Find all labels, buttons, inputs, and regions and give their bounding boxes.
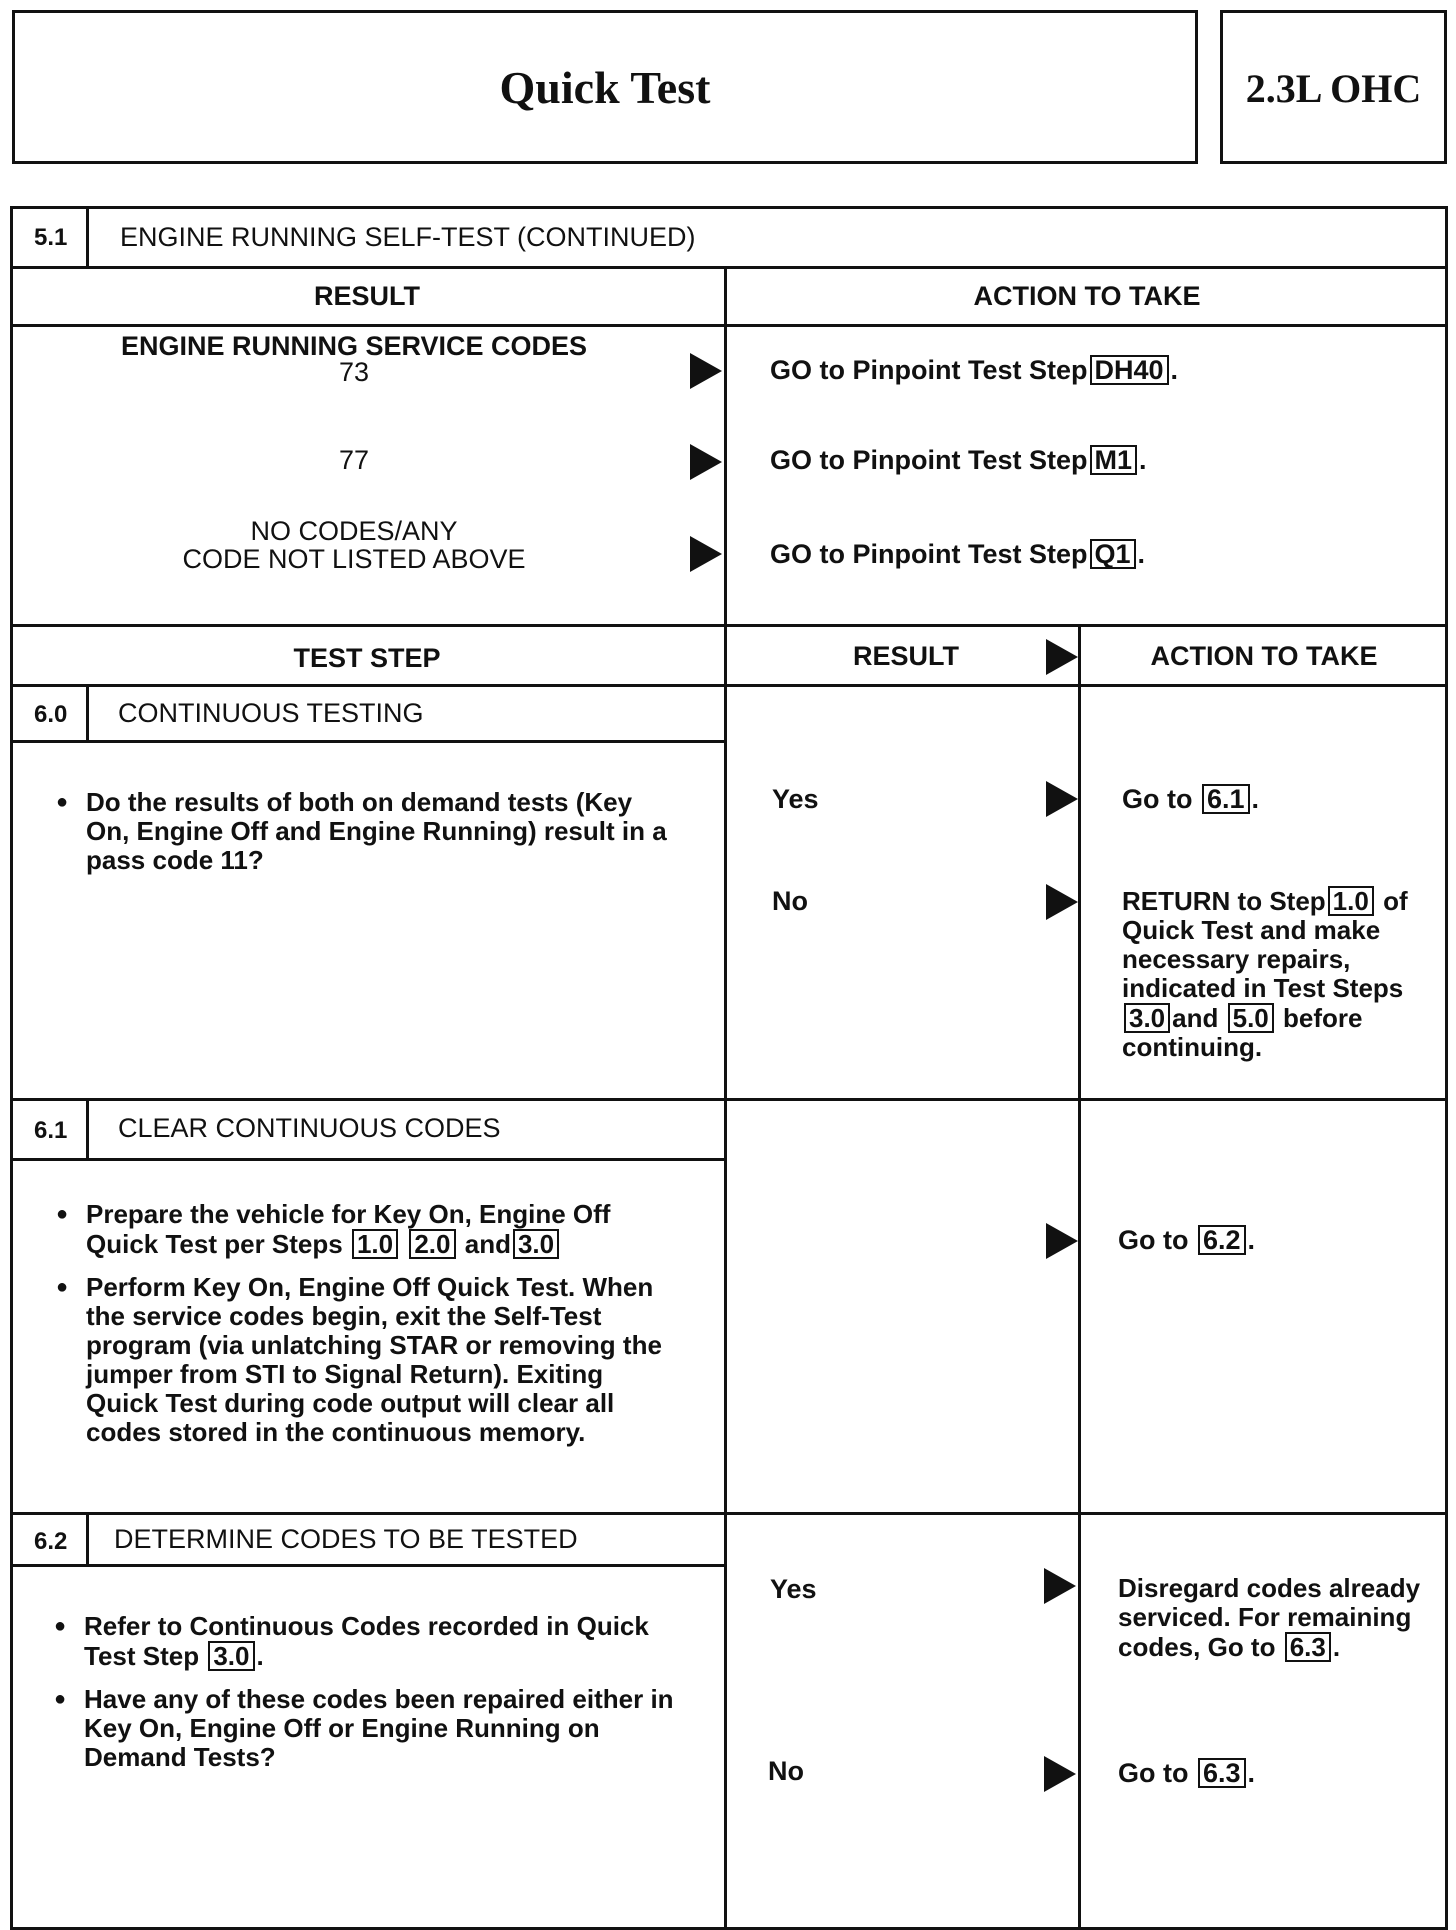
bullet-item: ● Have any of these codes been repaired either in Key On, Engine Off or Engine Running on Demand Tests?: [54, 1685, 674, 1772]
arrow-icon: [1044, 1756, 1076, 1792]
arrow-icon: [1044, 1568, 1076, 1604]
result-no: No: [768, 1756, 804, 1786]
ref-3-0: 3.0: [513, 1229, 559, 1259]
step-6-0-title: CONTINUOUS TESTING: [118, 698, 424, 728]
action-no-codes: GO to Pinpoint Test Step Q1 .: [770, 539, 1146, 569]
step-6-1-body: [56, 1200, 676, 1461]
ref-6-2: 6.2: [1198, 1225, 1246, 1255]
arrow-icon: [1046, 639, 1078, 675]
action-no: Go to 6.3 .: [1118, 1758, 1256, 1788]
action-header: ACTION TO TAKE: [1150, 641, 1378, 671]
no-codes-line1: NO CODES/ANY: [250, 516, 458, 546]
step-6-0-number: 6.0: [34, 701, 68, 728]
step-6-2-title: DETERMINE CODES TO BE TESTED: [114, 1524, 578, 1554]
code-73: 73: [338, 357, 370, 387]
arrow-icon: [690, 444, 722, 480]
arrow-icon: [1046, 884, 1078, 920]
service-codes-heading: ENGINE RUNNING SERVICE CODES: [120, 331, 588, 361]
arrow-icon: [1046, 1223, 1078, 1259]
bullet-item: ● Do the results of both on demand tests (Key On, Engine Off and Engine Running) result in a pass code 11?: [56, 788, 676, 875]
ref-1-0: 1.0: [1328, 886, 1374, 916]
action-77: GO to Pinpoint Test Step M1 .: [770, 445, 1147, 475]
action-yes: Disregard codes already serviced. For remaining codes, Go to 6.3 .: [1118, 1573, 1421, 1662]
code-77: 77: [338, 445, 370, 475]
step-6-2-number: 6.2: [34, 1528, 68, 1555]
action-73: GO to Pinpoint Test Step DH40 .: [770, 355, 1179, 385]
arrow-icon: [690, 536, 722, 572]
bullet-item: ● Prepare the vehicle for Key On, Engine Off Quick Test per Steps 1.0 2.0 and 3.0: [56, 1200, 676, 1259]
ref-6-3: 6.3: [1285, 1632, 1331, 1662]
ref-1-0: 1.0: [352, 1229, 398, 1259]
bullet-item: ● Perform Key On, Engine Off Quick Test. When the service codes begin, exit the Self-Test program (via unlatching STAR or removing the jumper from STI to Signal Return). Exiting Quick Test during code output will clear all codes stored in the continuous memory.: [56, 1273, 676, 1447]
engine-label: 2.3L OHC: [1245, 66, 1422, 111]
step-6-2-body: [54, 1612, 674, 1786]
ref-3-0: 3.0: [208, 1641, 254, 1671]
ref-2-0: 2.0: [409, 1229, 455, 1259]
action-6-1: Go to 6.2 .: [1118, 1225, 1256, 1255]
ref-6-3: 6.3: [1198, 1758, 1246, 1788]
action-yes: Go to 6.1 .: [1122, 784, 1260, 814]
ref-dh40: DH40: [1090, 355, 1169, 385]
result-yes: Yes: [770, 1574, 817, 1604]
arrow-icon: [690, 353, 722, 389]
result-yes: Yes: [772, 784, 819, 814]
ref-3-0: 3.0: [1124, 1003, 1170, 1033]
col-action-header: ACTION TO TAKE: [973, 281, 1201, 311]
ref-6-1: 6.1: [1202, 784, 1250, 814]
action-no: RETURN to Step 1.0 of Quick Test and make necessary repairs, indicated in Test Steps3.0 and 5.0 before continuing.: [1122, 886, 1408, 1062]
step-6-0-body: [56, 788, 676, 889]
no-codes-line2: CODE NOT LISTED ABOVE: [182, 544, 526, 574]
arrow-icon: [1046, 781, 1078, 817]
ref-5-0: 5.0: [1228, 1003, 1274, 1033]
step-5-1-title: ENGINE RUNNING SELF-TEST (CONTINUED): [120, 222, 696, 252]
ref-m1: M1: [1090, 445, 1138, 475]
page-title: Quick Test: [499, 62, 711, 113]
result-no: No: [772, 886, 808, 916]
step-6-1-title: CLEAR CONTINUOUS CODES: [118, 1113, 501, 1143]
bullet-item: ● Refer to Continuous Codes recorded in Quick Test Step 3.0 .: [54, 1612, 674, 1671]
step-5-1-number: 5.1: [34, 224, 68, 251]
step-6-1-number: 6.1: [34, 1117, 68, 1144]
result-header: RESULT: [853, 641, 959, 671]
test-step-header: TEST STEP: [293, 643, 441, 673]
col-result-header: RESULT: [314, 281, 420, 311]
ref-q1: Q1: [1090, 539, 1136, 569]
